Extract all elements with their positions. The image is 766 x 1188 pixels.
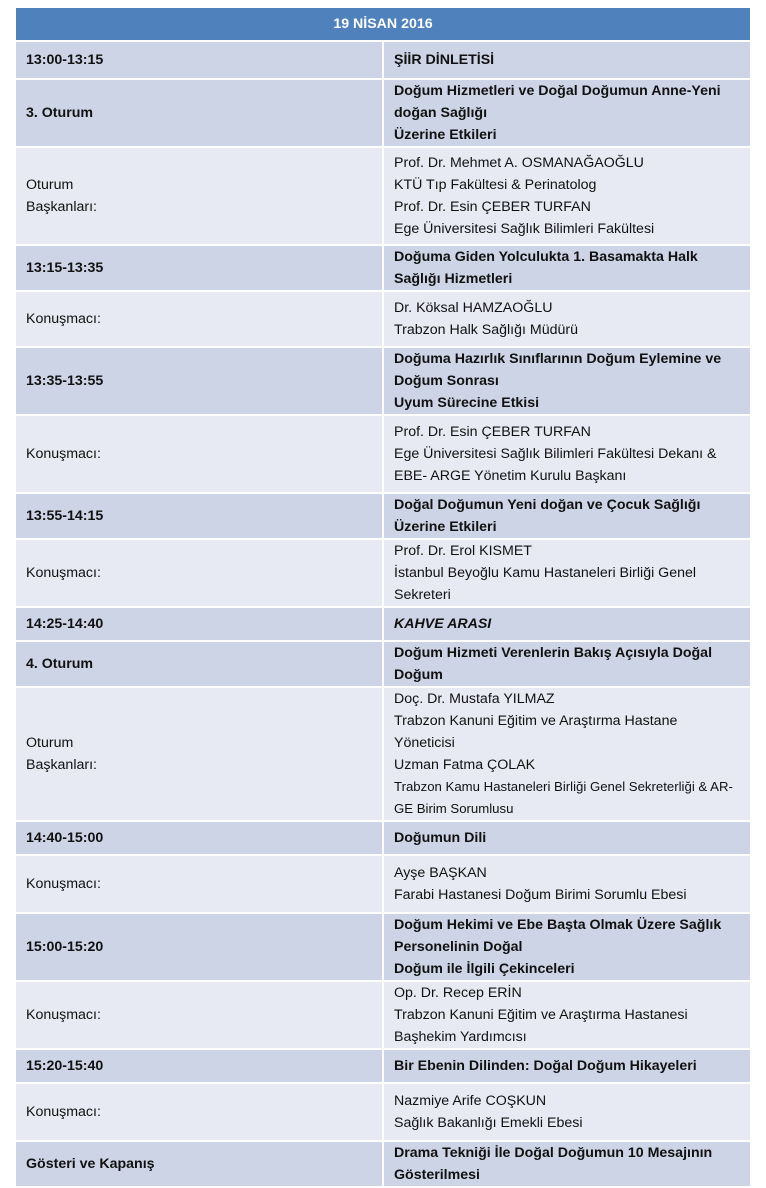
session-row	[15, 607, 751, 641]
role-label: Konuşmacı:	[26, 311, 101, 327]
session-title-line: Doğum Hizmeti Verenlerin Bakış Açısıyla Doğal Doğum	[394, 645, 713, 683]
role-label-cell	[15, 981, 383, 1049]
session-title-cell	[383, 641, 751, 687]
participant-line: KTÜ Tıp Fakültesi & Perinatolog	[394, 177, 597, 193]
role-label: Oturum	[26, 177, 74, 193]
participant-line: Nazmiye Arife COŞKUN	[394, 1093, 547, 1109]
time-cell: 13:00-13:15	[15, 41, 383, 79]
time-cell: 3. Oturum	[15, 79, 383, 147]
detail-row	[15, 147, 751, 245]
session-title-line: Üzerine Etkileri	[394, 127, 497, 143]
participant-line: Ege Üniversitesi Sağlık Bilimleri Fakültesi Dekanı &	[394, 446, 717, 462]
session-title-line: KAHVE ARASI	[394, 616, 492, 632]
time-cell: 4. Oturum	[15, 641, 383, 687]
detail-row	[15, 981, 751, 1049]
participant-line: Op. Dr. Recep ERİN	[394, 985, 522, 1001]
detail-row	[15, 415, 751, 493]
role-label: Konuşmacı:	[26, 1007, 101, 1023]
participant-line: Prof. Dr. Erol KISMET	[394, 543, 532, 559]
participants-cell	[383, 291, 751, 347]
session-title-cell	[383, 1141, 751, 1187]
participant-line: Trabzon Kanuni Eğitim ve Araştırma Hastanesi Başhekim Yardımcısı	[394, 1007, 688, 1045]
session-title-line: Doğum ile İlgili Çekinceleri	[394, 961, 575, 977]
session-row	[15, 641, 751, 687]
detail-row	[15, 539, 751, 607]
participant-line: Prof. Dr. Esin ÇEBER TURFAN	[394, 199, 591, 215]
session-title-line: Doğum Hekimi ve Ebe Başta Olmak Üzere Sağlık Personelinin Doğal	[394, 917, 722, 955]
time-cell: 14:25-14:40	[15, 607, 383, 641]
date-header-row	[15, 7, 751, 41]
role-label-cell	[15, 855, 383, 913]
role-label-cell	[15, 415, 383, 493]
participant-line: Farabi Hastanesi Doğum Birimi Sorumlu Ebesi	[394, 887, 687, 903]
role-label: Konuşmacı:	[26, 565, 101, 581]
time-cell: 13:55-14:15	[15, 493, 383, 539]
session-title-line: Doğumun Dili	[394, 830, 487, 846]
participant-line: Ayşe BAŞKAN	[394, 865, 487, 881]
session-title-cell	[383, 493, 751, 539]
time-cell: 15:00-15:20	[15, 913, 383, 981]
participants-cell	[383, 1083, 751, 1141]
session-title-line: Uyum Sürecine Etkisi	[394, 395, 540, 411]
role-label-cell	[15, 687, 383, 821]
role-label-cell	[15, 1083, 383, 1141]
participants-cell	[383, 415, 751, 493]
role-label: Konuşmacı:	[26, 1104, 101, 1120]
session-title-cell	[383, 79, 751, 147]
session-title-line: Doğuma Giden Yolculukta 1. Basamakta Halk Sağlığı Hizmetleri	[394, 249, 698, 287]
session-title-line: Bir Ebenin Dilinden: Doğal Doğum Hikayeleri	[394, 1058, 697, 1074]
session-row	[15, 821, 751, 855]
session-row	[15, 913, 751, 981]
session-row	[15, 347, 751, 415]
session-row	[15, 493, 751, 539]
session-title-line: Doğal Doğumun Yeni doğan ve Çocuk Sağlığı Üzerine Etkileri	[394, 497, 701, 535]
session-title-cell	[383, 821, 751, 855]
role-label-cell	[15, 291, 383, 347]
session-row	[15, 41, 751, 79]
participant-line: Trabzon Halk Sağlığı Müdürü	[394, 322, 579, 338]
participant-line: Trabzon Kanuni Eğitim ve Araştırma Hastane Yöneticisi	[394, 713, 678, 751]
schedule-table	[14, 6, 752, 1188]
session-title-cell	[383, 913, 751, 981]
participant-line: Doç. Dr. Mustafa YILMAZ	[394, 691, 555, 707]
session-title-cell	[383, 245, 751, 291]
participant-line: Trabzon Kamu Hastaneleri Birliği Genel Sekreterliği & AR-GE Birim Sorumlusu	[394, 779, 733, 816]
participants-cell	[383, 981, 751, 1049]
detail-row	[15, 687, 751, 821]
session-row	[15, 79, 751, 147]
session-title-line: Doğuma Hazırlık Sınıflarının Doğum Eylemine ve Doğum Sonrası	[394, 351, 722, 389]
participant-line: İstanbul Beyoğlu Kamu Hastaneleri Birliği Genel Sekreteri	[394, 565, 697, 603]
role-label: Konuşmacı:	[26, 446, 101, 462]
participants-cell	[383, 147, 751, 245]
session-row	[15, 1141, 751, 1187]
time-cell: Gösteri ve Kapanış	[15, 1141, 383, 1187]
role-label: Başkanları:	[26, 199, 97, 215]
participants-cell	[383, 539, 751, 607]
participant-line: Prof. Dr. Mehmet A. OSMANAĞAOĞLU	[394, 155, 644, 171]
time-cell: 13:35-13:55	[15, 347, 383, 415]
time-cell: 13:15-13:35	[15, 245, 383, 291]
session-title-line: Doğum Hizmetleri ve Doğal Doğumun Anne-Yeni doğan Sağlığı	[394, 83, 721, 121]
session-title-line: ŞİİR DİNLETİSİ	[394, 52, 495, 68]
time-cell: 15:20-15:40	[15, 1049, 383, 1083]
session-title-line: Drama Tekniği İle Doğal Doğumun 10 Mesajının Gösterilmesi	[394, 1145, 713, 1183]
participant-line: Ege Üniversitesi Sağlık Bilimleri Fakültesi	[394, 221, 655, 237]
participants-cell	[383, 687, 751, 821]
participant-line: Dr. Köksal HAMZAOĞLU	[394, 300, 553, 316]
detail-row	[15, 1083, 751, 1141]
detail-row	[15, 855, 751, 913]
session-row	[15, 1049, 751, 1083]
participant-line: Uzman Fatma ÇOLAK	[394, 757, 536, 773]
participant-line: Sağlık Bakanlığı Emekli Ebesi	[394, 1115, 583, 1131]
time-cell: 14:40-15:00	[15, 821, 383, 855]
participant-line: EBE- ARGE Yönetim Kurulu Başkanı	[394, 468, 627, 484]
role-label-cell	[15, 539, 383, 607]
session-title-cell	[383, 41, 751, 79]
participant-line: Prof. Dr. Esin ÇEBER TURFAN	[394, 424, 591, 440]
role-label: Konuşmacı:	[26, 876, 101, 892]
role-label: Oturum	[26, 735, 74, 751]
session-row	[15, 245, 751, 291]
session-title-cell	[383, 347, 751, 415]
role-label-cell	[15, 147, 383, 245]
date-header: 19 NİSAN 2016	[15, 7, 751, 41]
detail-row	[15, 291, 751, 347]
role-label: Başkanları:	[26, 757, 97, 773]
session-title-cell	[383, 607, 751, 641]
session-title-cell	[383, 1049, 751, 1083]
participants-cell	[383, 855, 751, 913]
